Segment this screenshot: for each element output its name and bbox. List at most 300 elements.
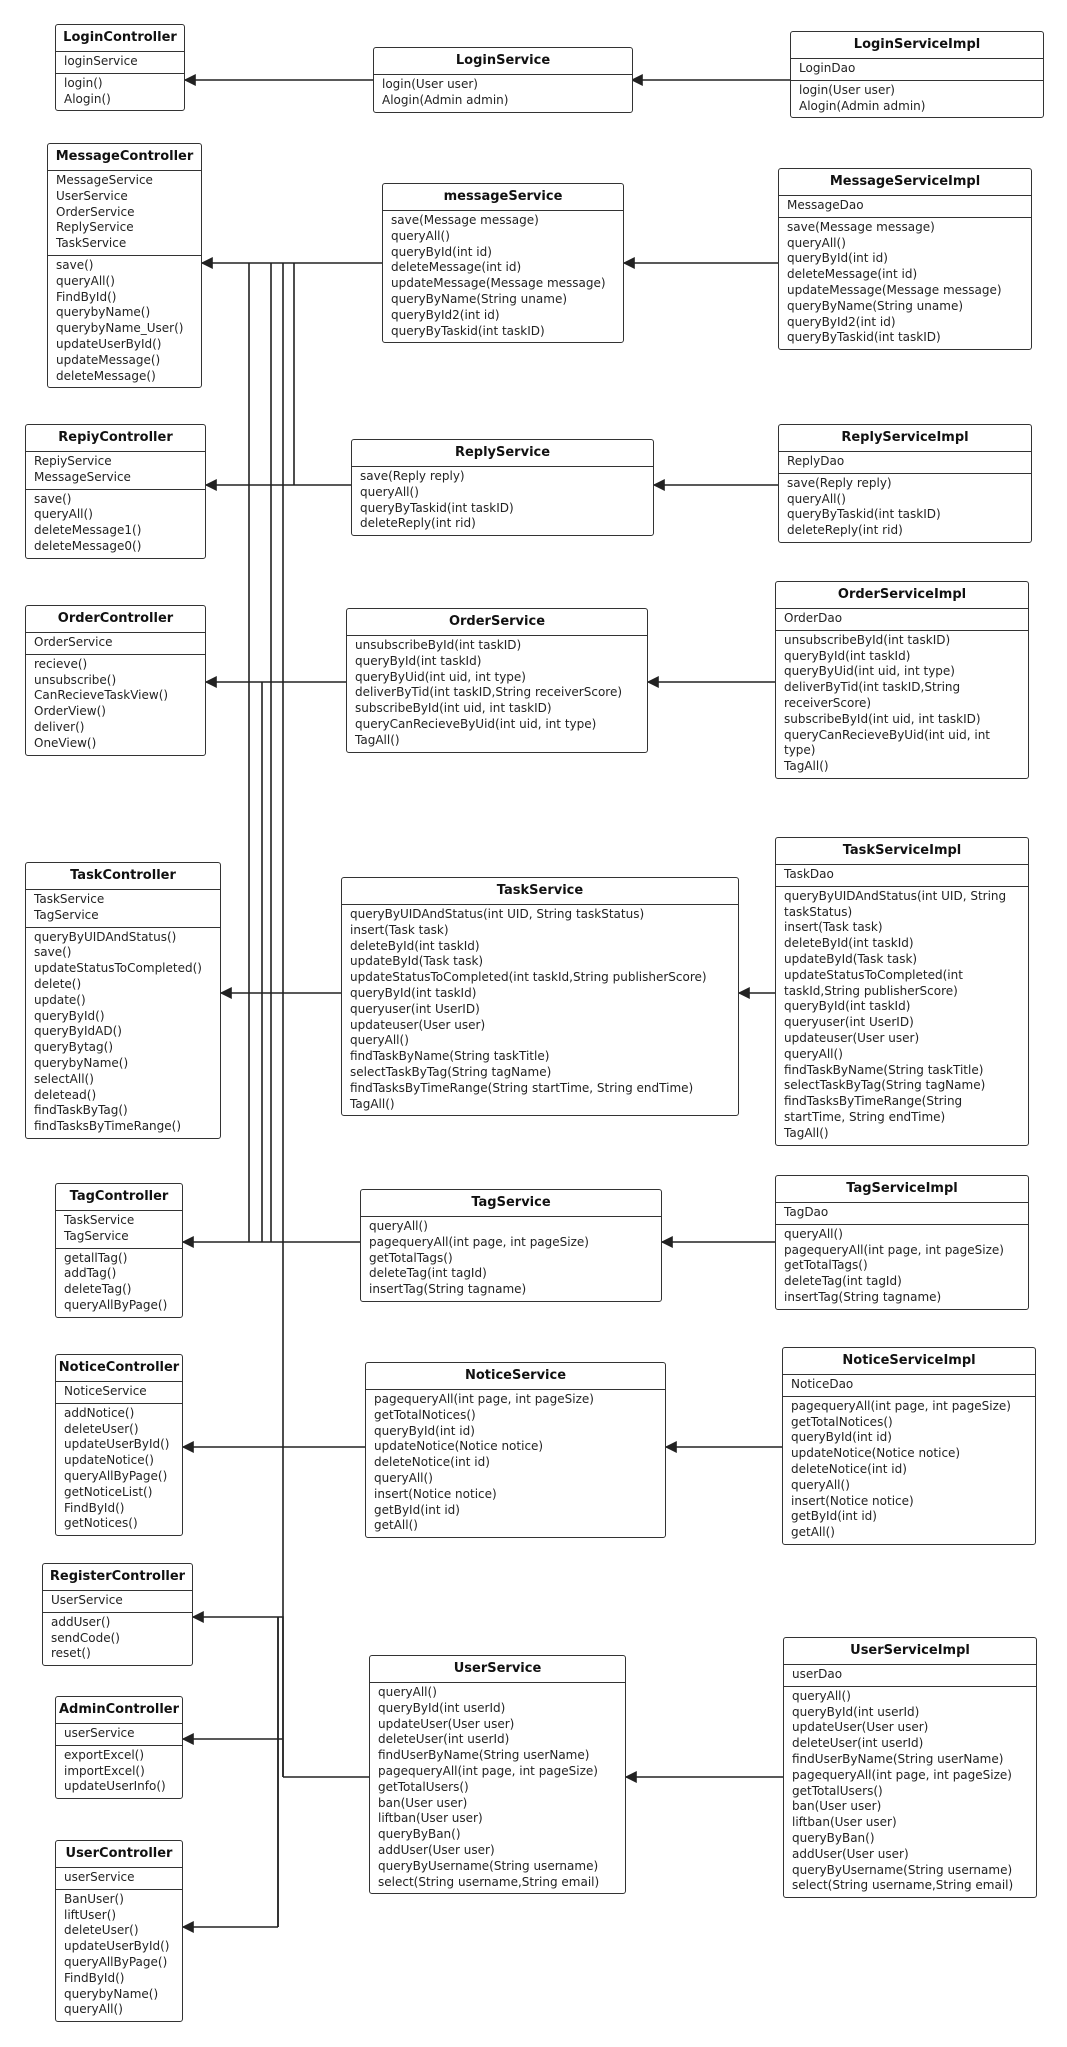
method: queryuser(int UserID) (350, 1001, 480, 1016)
method: deleteUser() (64, 1923, 139, 1938)
method: BanUser() (64, 1891, 124, 1906)
class-name: RepiyController (26, 425, 205, 452)
method: updateUser(User user) (378, 1716, 515, 1731)
methods-section (779, 473, 1031, 542)
class-name: UserService (370, 1656, 625, 1683)
method: queryByUid(int uid, int type) (784, 664, 955, 679)
class-order-service[interactable] (346, 608, 648, 753)
method: deleteTag() (64, 1282, 132, 1297)
method: queryById(int taskId) (355, 653, 482, 668)
method: recieve() (34, 656, 88, 671)
method: update() (34, 992, 86, 1007)
method: TagAll() (355, 732, 400, 747)
attributes-section (26, 633, 205, 654)
method: selectAll() (34, 1071, 94, 1086)
method: queryById(int id) (374, 1423, 475, 1438)
class-tag-controller[interactable] (55, 1183, 183, 1318)
method: unsubscribeById(int taskID) (784, 632, 951, 647)
method: addUser() (51, 1614, 111, 1629)
method: addUser(User user) (792, 1846, 909, 1861)
method: TagAll() (784, 1125, 829, 1140)
method: findTasksByTimeRange() (34, 1119, 182, 1134)
class-notice-service[interactable] (365, 1362, 666, 1538)
method: deleteUser() (64, 1421, 139, 1436)
class-name: UserServiceImpl (784, 1638, 1036, 1665)
method: deleteMessage0() (34, 538, 142, 553)
class-reply-service[interactable] (351, 439, 654, 536)
method: updateUserInfo() (64, 1779, 166, 1794)
method: findTaskByName(String taskTitle) (784, 1062, 984, 1077)
method: updateuser(User user) (784, 1030, 920, 1045)
method: queryAll() (378, 1685, 437, 1699)
class-name: TagService (361, 1190, 661, 1217)
method: liftban(User user) (378, 1811, 483, 1826)
class-tag-service-impl[interactable] (775, 1175, 1029, 1310)
method: getById(int id) (791, 1509, 877, 1524)
class-name: NoticeServiceImpl (783, 1348, 1035, 1375)
method: login() (64, 75, 103, 90)
method: queryAll() (350, 1033, 409, 1048)
method: queryByTaskid(int taskID) (787, 507, 941, 522)
method: getById(int id) (374, 1502, 460, 1517)
methods-section (776, 886, 1028, 1145)
method: queryAll() (360, 484, 419, 499)
method: getAll() (791, 1525, 835, 1540)
method: pagequeryAll(int page, int pageSize) (784, 1242, 1004, 1257)
attributes-section (776, 865, 1028, 886)
methods-section (26, 927, 220, 1138)
method: queryByUIDAndStatus() (34, 929, 177, 944)
methods-section (342, 905, 738, 1115)
method: getAll() (374, 1518, 418, 1533)
attributes-section (56, 1868, 182, 1889)
class-name: OrderService (347, 609, 647, 636)
method: liftUser() (64, 1907, 117, 1922)
method: OneView() (34, 735, 97, 750)
method: FindById() (64, 1970, 125, 1985)
method: updateUserById() (64, 1437, 170, 1452)
method: findTaskByName(String taskTitle) (350, 1049, 550, 1064)
method: reset() (51, 1646, 91, 1661)
attribute: TagService (64, 1228, 129, 1243)
class-tag-service[interactable] (360, 1189, 662, 1302)
method: updateuser(User user) (350, 1017, 486, 1032)
method: queryAll() (374, 1470, 433, 1485)
class-admin-controller[interactable] (55, 1696, 183, 1799)
method: queryAllByPage() (64, 1297, 168, 1312)
method: updateMessage(Message message) (787, 282, 1002, 297)
class-name: MessageController (48, 144, 201, 171)
method: queryCanRecieveByUid(int uid, int type) (355, 716, 597, 731)
class-name: LoginServiceImpl (791, 32, 1043, 59)
method: updateById(Task task) (784, 951, 918, 966)
method: getallTag() (64, 1250, 128, 1265)
methods-section (48, 255, 201, 387)
attributes-section (784, 1665, 1036, 1686)
class-name: messageService (383, 184, 623, 211)
class-task-service-impl[interactable] (775, 837, 1029, 1146)
class-name: UserController (56, 1841, 182, 1868)
methods-section (56, 1745, 182, 1798)
method: deletead() (34, 1087, 97, 1102)
method: queryById(int userId) (378, 1700, 506, 1715)
method: updateUserById() (56, 336, 162, 351)
method: updateUserById() (64, 1939, 170, 1954)
method: queryByIdAD() (34, 1024, 122, 1039)
attributes-section (56, 1724, 182, 1745)
class-name: ReplyService (352, 440, 653, 467)
class-order-controller[interactable] (25, 605, 206, 756)
method: updateNotice(Notice notice) (374, 1439, 544, 1454)
attribute: TagDao (784, 1205, 829, 1219)
method: TagAll() (350, 1096, 395, 1111)
methods-section (347, 636, 647, 752)
method: unsubscribeById(int taskID) (355, 638, 522, 652)
method: queryByName(String uname) (787, 298, 964, 313)
method: login(User user) (382, 77, 478, 91)
method: pagequeryAll(int page, int pageSize) (378, 1763, 598, 1778)
attribute: UserService (51, 1593, 123, 1607)
class-message-service-impl[interactable] (778, 168, 1032, 350)
methods-section (43, 1612, 192, 1665)
method: querybyName() (34, 1055, 129, 1070)
method: queryByUid(int uid, int type) (355, 669, 526, 684)
method: select(String username,String email) (792, 1878, 1014, 1893)
attribute: MessageService (56, 173, 153, 187)
class-name: RegisterController (43, 1564, 192, 1591)
method: getTotalNotices() (791, 1414, 893, 1429)
method: getNotices() (64, 1516, 138, 1531)
method: queryAll() (391, 228, 450, 243)
method: deleteNotice(int id) (791, 1461, 907, 1476)
methods-section (791, 80, 1043, 118)
method: querybyName() (64, 1986, 159, 2001)
method: findTaskByTag() (34, 1103, 128, 1118)
method: queryuser(int UserID) (784, 1015, 914, 1030)
attribute: NoticeDao (791, 1377, 854, 1391)
method: queryByTaskid(int taskID) (391, 323, 545, 338)
attribute: MessageDao (787, 198, 864, 212)
method: queryByBan() (378, 1827, 461, 1842)
attribute: TaskService (34, 892, 105, 906)
class-user-controller[interactable] (55, 1840, 183, 2022)
method: queryById(int id) (391, 244, 492, 259)
method: pagequeryAll(int page, int pageSize) (791, 1398, 1011, 1413)
method: deleteReply(int rid) (787, 523, 903, 538)
method: pagequeryAll(int page, int pageSize) (374, 1392, 594, 1406)
method: deliver() (34, 719, 85, 734)
method: queryByTaskid(int taskID) (787, 330, 941, 345)
class-task-service[interactable] (341, 877, 739, 1116)
method: findTasksByTimeRange(String startTime, String endTime) (784, 1094, 963, 1124)
method: queryById(int userId) (792, 1704, 920, 1719)
method: addUser(User user) (378, 1842, 495, 1857)
method: Alogin(Admin admin) (382, 92, 509, 107)
class-notice-controller[interactable] (55, 1354, 183, 1536)
class-task-controller[interactable] (25, 862, 221, 1139)
method: queryAll() (64, 2002, 123, 2017)
method: queryById(int taskId) (350, 985, 477, 1000)
class-name: NoticeService (366, 1363, 665, 1390)
class-reply-service-impl[interactable] (778, 424, 1032, 543)
attribute: TaskService (64, 1213, 135, 1227)
method: pagequeryAll(int page, int pageSize) (369, 1234, 589, 1249)
attribute: ReplyDao (787, 454, 845, 468)
method: insertTag(String tagname) (369, 1282, 527, 1297)
attribute: MessageService (34, 469, 131, 484)
methods-section (26, 654, 205, 755)
methods-section (776, 1224, 1028, 1309)
method: ban(User user) (378, 1795, 468, 1810)
method: findUserByName(String userName) (792, 1751, 1004, 1766)
attribute: LoginDao (799, 61, 856, 75)
methods-section (783, 1396, 1035, 1544)
attributes-section (779, 196, 1031, 217)
method: queryAll() (792, 1688, 851, 1703)
method: unsubscribe() (34, 672, 117, 687)
method: getTotalNotices() (374, 1407, 476, 1422)
method: FindById() (56, 289, 117, 304)
attributes-section (791, 59, 1043, 80)
method: deleteMessage1() (34, 523, 142, 538)
method: updateStatusToCompleted(int taskId,String publisherScore) (350, 970, 707, 985)
method: addNotice() (64, 1405, 135, 1420)
class-login-service[interactable] (373, 47, 633, 113)
method: liftban(User user) (792, 1815, 897, 1830)
class-notice-service-impl[interactable] (782, 1347, 1036, 1545)
method: queryAllByPage() (64, 1954, 168, 1969)
methods-section (56, 73, 184, 111)
attributes-section (56, 52, 184, 73)
method: deleteById(int taskId) (784, 936, 914, 951)
class-name: OrderController (26, 606, 205, 633)
method: queryAll() (787, 235, 846, 250)
methods-section (784, 1686, 1036, 1897)
method: Alogin() (64, 91, 111, 106)
attribute: OrderDao (784, 611, 843, 625)
methods-section (366, 1390, 665, 1537)
method: importExcel() (64, 1763, 145, 1778)
method: queryAll() (56, 273, 115, 288)
class-reply-controller[interactable] (25, 424, 206, 559)
attribute: TagService (34, 907, 99, 922)
method: queryAll() (34, 507, 93, 522)
class-name: TaskServiceImpl (776, 838, 1028, 865)
method: querybyName() (56, 305, 151, 320)
method: updateMessage(Message message) (391, 276, 606, 291)
method: ban(User user) (792, 1799, 882, 1814)
class-name: ReplyServiceImpl (779, 425, 1031, 452)
attributes-section (783, 1375, 1035, 1396)
method: queryAll() (784, 1046, 843, 1061)
method: deleteUser(int userId) (378, 1732, 510, 1747)
method: insertTag(String tagname) (784, 1289, 942, 1304)
method: CanRecieveTaskView() (34, 688, 169, 703)
methods-section (361, 1217, 661, 1301)
class-register-controller[interactable] (42, 1563, 193, 1666)
attributes-section (779, 452, 1031, 473)
class-name: AdminController (56, 1697, 182, 1724)
method: insert(Notice notice) (374, 1486, 497, 1501)
method: deleteMessage() (56, 368, 156, 383)
attribute: ReplyService (56, 220, 134, 235)
method: deleteUser(int userId) (792, 1736, 924, 1751)
method: queryById(int taskId) (784, 999, 911, 1014)
methods-section (383, 211, 623, 342)
method: save(Message message) (787, 219, 935, 234)
method: selectTaskByTag(String tagName) (784, 1078, 986, 1093)
attributes-section (56, 1211, 182, 1248)
method: findUserByName(String userName) (378, 1748, 590, 1763)
methods-section (352, 467, 653, 535)
class-name: TagServiceImpl (776, 1176, 1028, 1203)
method: deliverByTid(int taskID,String receiverScore) (784, 680, 961, 710)
methods-section (374, 75, 632, 112)
method: delete() (34, 976, 82, 991)
method: queryBytag() (34, 1040, 114, 1055)
method: queryByBan() (792, 1830, 875, 1845)
attributes-section (776, 1203, 1028, 1224)
class-user-service-impl[interactable] (783, 1637, 1037, 1898)
method: queryByName(String uname) (391, 291, 568, 306)
method: deleteReply(int rid) (360, 516, 476, 531)
attribute: userService (64, 1870, 135, 1884)
method: updateStatusToCompleted(int taskId,String publisherScore) (784, 967, 963, 998)
attribute: userService (64, 1726, 135, 1740)
method: login(User user) (799, 82, 895, 97)
method: insert(Task task) (784, 920, 883, 935)
method: deleteById(int taskId) (350, 938, 480, 953)
method: queryByUsername(String username) (792, 1862, 1013, 1877)
method: getNoticeList() (64, 1484, 153, 1499)
method: save() (34, 945, 72, 960)
method: getTotalUsers() (378, 1779, 469, 1794)
attributes-section (26, 452, 205, 489)
method: Alogin(Admin admin) (799, 98, 926, 113)
methods-section (56, 1889, 182, 2021)
method: queryByUIDAndStatus(int UID, String taskStatus) (784, 888, 1007, 919)
method: updateById(Task task) (350, 954, 484, 969)
methods-section (776, 630, 1028, 778)
methods-section (56, 1248, 182, 1317)
method: selectTaskByTag(String tagName) (350, 1064, 552, 1079)
method: updateMessage() (56, 352, 161, 367)
attribute: userDao (792, 1667, 843, 1681)
class-login-service-impl[interactable] (790, 31, 1044, 118)
method: queryById2(int id) (787, 314, 896, 329)
methods-section (779, 217, 1031, 349)
class-name: TaskController (26, 863, 220, 890)
method: TagAll() (784, 759, 829, 774)
attribute: TaskDao (784, 867, 834, 881)
attribute: UserService (56, 188, 128, 203)
method: subscribeById(int uid, int taskID) (355, 701, 552, 716)
method: updateUser(User user) (792, 1720, 929, 1735)
method: pagequeryAll(int page, int pageSize) (792, 1767, 1012, 1782)
methods-section (26, 489, 205, 558)
method: queryCanRecieveByUid(int uid, int type) (784, 727, 990, 758)
class-name: OrderServiceImpl (776, 582, 1028, 609)
method: getTotalTags() (369, 1250, 453, 1265)
method: save(Reply reply) (360, 469, 465, 483)
method: save() (34, 491, 72, 506)
method: queryAllByPage() (64, 1468, 168, 1483)
method: updateNotice() (64, 1453, 154, 1468)
attributes-section (43, 1591, 192, 1612)
method: getTotalUsers() (792, 1783, 883, 1798)
method: querybyName_User() (56, 321, 184, 336)
class-message-controller[interactable] (47, 143, 202, 388)
method: insert(Notice notice) (791, 1493, 914, 1508)
method: queryById(int id) (787, 251, 888, 266)
method: deliverByTid(int taskID,String receiverScore) (355, 685, 623, 700)
method: queryByUIDAndStatus(int UID, String taskStatus) (350, 907, 645, 921)
methods-section (370, 1683, 625, 1893)
method: queryByUsername(String username) (378, 1858, 599, 1873)
attributes-section (56, 1382, 182, 1403)
class-message-service[interactable] (382, 183, 624, 343)
method: deleteTag(int tagId) (784, 1274, 902, 1289)
method: save(Message message) (391, 213, 539, 227)
method: deleteNotice(int id) (374, 1455, 490, 1470)
method: queryByTaskid(int taskID) (360, 500, 514, 515)
attribute: OrderService (34, 635, 113, 649)
attribute: loginService (64, 54, 138, 68)
method: getTotalTags() (784, 1258, 868, 1273)
methods-section (56, 1403, 182, 1535)
method: select(String username,String email) (378, 1874, 600, 1889)
attribute: OrderService (56, 204, 135, 219)
class-name: LoginService (374, 48, 632, 75)
method: deleteTag(int tagId) (369, 1266, 487, 1281)
method: deleteMessage(int id) (391, 260, 522, 275)
method: queryAll() (791, 1477, 850, 1492)
method: addTag() (64, 1266, 117, 1281)
method: queryAll() (369, 1219, 428, 1233)
class-name: LoginController (56, 25, 184, 52)
class-name: NoticeController (56, 1355, 182, 1382)
method: subscribeById(int uid, int taskID) (784, 711, 981, 726)
method: queryById() (34, 1008, 105, 1023)
class-user-service[interactable] (369, 1655, 626, 1894)
method: OrderView() (34, 704, 106, 719)
class-order-service-impl[interactable] (775, 581, 1029, 779)
class-name: TaskService (342, 878, 738, 905)
attribute: RepiyService (34, 454, 112, 468)
method: sendCode() (51, 1630, 120, 1645)
method: findTasksByTimeRange(String startTime, String endTime) (350, 1080, 694, 1095)
class-name: MessageServiceImpl (779, 169, 1031, 196)
method: save(Reply reply) (787, 475, 892, 490)
method: queryAll() (787, 491, 846, 506)
method: updateStatusToCompleted() (34, 961, 202, 976)
attributes-section (776, 609, 1028, 630)
method: insert(Task task) (350, 922, 449, 937)
method: queryById2(int id) (391, 307, 500, 322)
class-login-controller[interactable] (55, 24, 185, 111)
method: save() (56, 257, 94, 272)
method: queryById(int taskId) (784, 648, 911, 663)
method: queryById(int id) (791, 1430, 892, 1445)
attributes-section (26, 890, 220, 927)
method: exportExcel() (64, 1747, 145, 1762)
class-name: TagController (56, 1184, 182, 1211)
attribute: NoticeService (64, 1384, 147, 1398)
attribute: TaskService (56, 236, 127, 251)
method: updateNotice(Notice notice) (791, 1446, 961, 1461)
method: deleteMessage(int id) (787, 267, 918, 282)
method: queryAll() (784, 1226, 843, 1241)
